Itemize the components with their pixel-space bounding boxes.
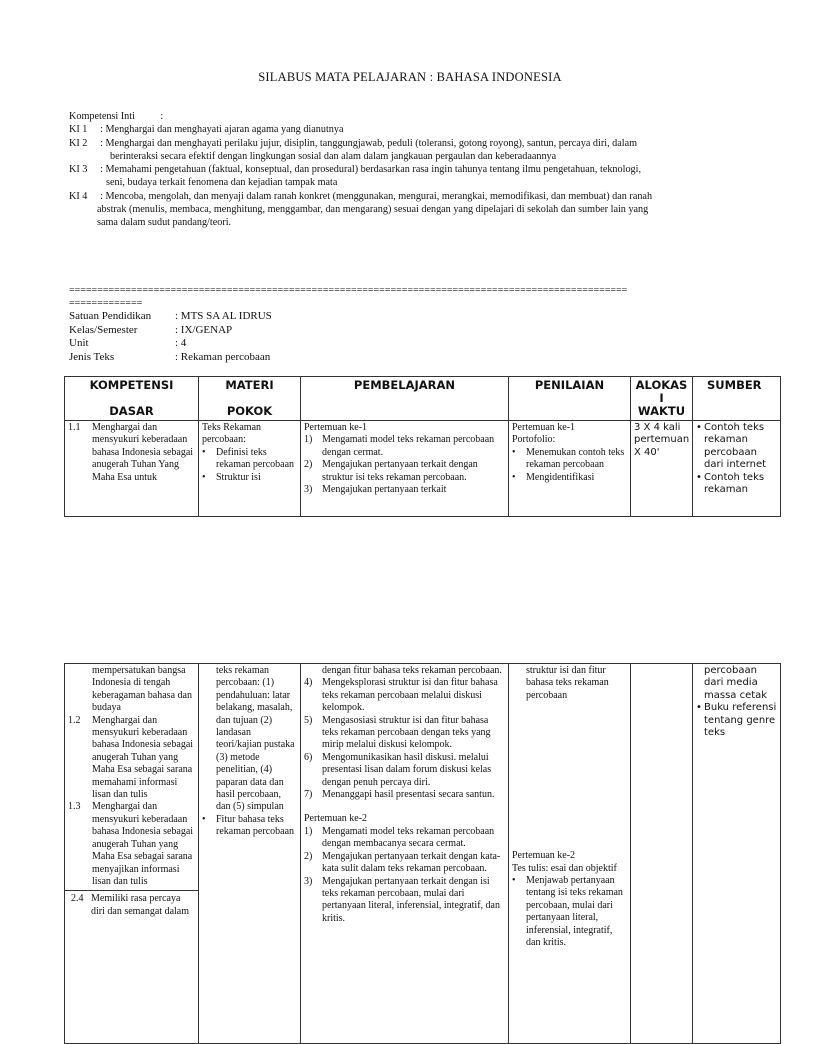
- kd-number: 1.3: [68, 801, 81, 813]
- penilaian-type: Portofolio:: [512, 434, 556, 446]
- header-sumber: SUMBER: [693, 377, 781, 421]
- materi-cell: teks rekaman percobaan: (1) pendahuluan: latar belakang, masalah, dan tujuan (2) landasan teori/kajian pustaka (3) metode penelitian, (4) paparan data dan hasil percobaan, dan (5) simpulan • Fitur bahasa teks rekaman percobaan: [199, 664, 301, 1044]
- kompetensi-inti-block: [69, 110, 699, 230]
- activity-item: Mengasosiasi struktur isi dan fitur bahasa teks rekaman percobaan dengan teks yang mirip melalui diskusi kelompok.: [322, 714, 491, 751]
- penilaian-bullet: Menemukan contoh teks rekaman percobaan: [526, 446, 625, 471]
- separator-line: ===================================================================================================: [69, 285, 628, 296]
- kd-number: 1.2: [68, 714, 81, 726]
- info-label: Jenis Teks: [69, 350, 115, 363]
- kd-number: 1.1: [68, 422, 81, 433]
- penilaian-type: Tes tulis: esai dan objektif: [512, 862, 617, 874]
- header-kompetensi-dasar: KOMPETENSI DASAR: [65, 377, 199, 421]
- activity-item: Mengomunikasikan hasil diskusi. melalui presentasi lisan dalam forum diskusi kelas dengan penuh percaya diri.: [322, 751, 492, 788]
- pertemuan-heading: Pertemuan ke-2: [512, 850, 576, 862]
- pembelajaran-cell: dengan fitur bahasa teks rekaman percobaan. 4) Mengeksplorasi struktur isi dan fitur bahasa teks rekaman percobaan melalui diskusi kelompok. 5) Mengasosiasi struktur isi dan fitur bahasa teks rekaman percobaan dengan teks yang mirip melalui diskusi kelompok. 6) Mengomunikasikan hasil diskusi. melalui presentasi lisan dalam forum diskusi kelas dengan penuh percaya diri. 7) Menanggapi hasil presentasi secara santun. Pertemuan ke-2 1) Mengamati model teks rekaman percobaan dengan membacanya secara cermat. 2) Mengajukan pertanyaan terkait dengan kata-kata sulit dalam teks rekaman percobaan. 3) Mengajukan pertanyaan terkait dengan isi teks rekaman percobaan, mulai dari pertanyaan literal, inferensial, integratif, dan kritis.: [301, 664, 509, 1044]
- ki-3: KI 3 : Memahami pengetahuan (faktual, konseptual, dan prosedural) berdasarkan rasa ingin tahunya tentang ilmu pengetahuan, teknologi,: [69, 164, 642, 176]
- kd-cell: [65, 421, 199, 517]
- kd-cell: [65, 664, 199, 1044]
- separator-line-2: =============: [69, 298, 143, 309]
- ki-heading: Kompetensi Inti :: [69, 111, 164, 122]
- sumber-cell: • Contoh teks rekaman percobaan dari internet • Contoh teks rekaman: [693, 421, 781, 517]
- alokasi-cell: [631, 664, 693, 1044]
- materi-bullet: Fitur bahasa teks rekaman percobaan: [216, 813, 295, 838]
- activity-cont: dengan fitur bahasa teks rekaman percobaan.: [322, 665, 502, 676]
- info-value: : MTS SA AL IDRUS: [175, 310, 272, 322]
- header-pembelajaran: PEMBELAJARAN: [301, 377, 509, 421]
- ki-1: KI 1 : Menghargai dan menghayati ajaran agama yang dianutnya: [69, 124, 344, 136]
- sumber-cont: percobaan dari media massa cetak: [704, 665, 768, 701]
- school-info: [69, 310, 272, 364]
- info-label: Kelas/Semester: [69, 323, 138, 336]
- sumber-item: Contoh teks rekaman percobaan dari internet: [704, 422, 767, 471]
- activity-item: Mengamati model teks rekaman percobaan dengan membacanya secara cermat.: [322, 825, 495, 850]
- pertemuan-heading: Pertemuan ke-2: [304, 813, 368, 825]
- ki-2: KI 2 : Menghargai dan menghayati perilaku jujur, disiplin, tanggungjawab, peduli (toleransi, gotong royong), santun, percaya diri, dalam: [69, 137, 638, 149]
- activity-item: Mengeksplorasi struktur isi dan fitur bahasa teks rekaman percobaan melalui diskusi kelompok.: [322, 677, 498, 714]
- penilaian-bullet: Mengidentifikasi: [526, 471, 595, 483]
- info-row: [69, 351, 272, 365]
- kd-number: 2.4: [71, 893, 84, 905]
- ki-2-cont: berinteraksi secara efektif dengan lingkungan sosial dan alam dalam jangkauan pergaulan dan keberadaannya: [110, 150, 557, 162]
- ki-3-cont: seni, budaya terkait fenomena dan kejadian tampak mata: [106, 177, 338, 189]
- penilaian-cell: struktur isi dan fitur bahasa teks rekaman percobaan Pertemuan ke-2 Tes tulis: esai dan objektif • Menjawab pertanyaan tentang isi teks rekaman percobaan, mulai dari pertanyaan literal, inferensial, integratif, dan kritis.: [509, 664, 631, 1044]
- activity-item: Mengajukan pertanyaan terkait dengan kata-kata sulit dalam teks rekaman percobaan.: [322, 850, 501, 875]
- info-label: Unit: [69, 337, 89, 349]
- activity-item: Mengajukan pertanyaan terkait: [322, 484, 447, 496]
- materi-bullet: Definisi teks rekaman percobaan: [216, 446, 295, 471]
- table-header-row: [65, 377, 781, 421]
- pertemuan-heading: Pertemuan ke-1: [304, 422, 368, 433]
- info-row: [69, 337, 272, 351]
- table-row: [65, 664, 781, 1044]
- pembelajaran-cell: Pertemuan ke-1 1) Mengamati model teks rekaman percobaan dengan cermat. 2) Mengajukan pertanyaan terkait dengan struktur isi teks rekaman percobaan. 3) Mengajukan pertanyaan terkait: [301, 421, 509, 517]
- activity-item: Mengamati model teks rekaman percobaan dengan cermat.: [322, 434, 495, 458]
- kd-text: mempersatukan bangsa Indonesia di tengah keberagaman bahasa dan budaya: [92, 665, 192, 714]
- info-value: : 4: [175, 337, 187, 349]
- penilaian-cont: struktur isi dan fitur bahasa teks rekaman percobaan: [526, 665, 609, 701]
- penilaian-bullet: Menjawab pertanyaan tentang isi teks rekaman percobaan, mulai dari pertanyaan literal, inferensial, integratif, dan kritis.: [526, 875, 623, 949]
- ki-4: KI 4 : Mencoba, mengolah, dan menyaji dalam ranah konkret (menggunakan, mengurai, merangkai, memodifikasi, dan membuat) dan ranah: [69, 190, 653, 202]
- page-title: SILABUS MATA PELAJARAN : BAHASA INDONESIA: [258, 70, 562, 84]
- materi-title: Teks Rekaman percobaan:: [202, 422, 262, 446]
- materi-cell: Teks Rekaman percobaan: • Definisi teks rekaman percobaan • Struktur isi: [199, 421, 301, 517]
- info-row: [69, 310, 272, 324]
- info-value: : Rekaman percobaan: [175, 350, 271, 363]
- pertemuan-heading: Pertemuan ke-1: [512, 422, 576, 433]
- table-row: [65, 421, 781, 517]
- materi-text: teks rekaman percobaan: (1) pendahuluan: latar belakang, masalah, dan tujuan (2) landasan teori/kajian pustaka (3) metode penelitian, (4) paparan data dan hasil percobaan, dan (5) simpulan: [216, 665, 295, 813]
- kd-text: Memiliki rasa percaya diri dan semangat dalam: [91, 893, 190, 917]
- info-label: Satuan Pendidikan: [69, 310, 152, 322]
- info-value: : IX/GENAP: [175, 323, 233, 336]
- materi-bullet: Struktur isi: [216, 471, 261, 483]
- ki-4-cont-2: sama dalam sudut pandang/teori.: [97, 217, 232, 229]
- header-alokasi-waktu: ALOKAS I WAKTU: [631, 377, 693, 421]
- activity-item: Mengajukan pertanyaan terkait dengan struktur isi teks rekaman percobaan.: [322, 459, 478, 483]
- syllabus-table-top: [64, 376, 781, 517]
- header-materi-pokok: MATERI POKOK: [199, 377, 301, 421]
- sumber-item: Buku referensi tentang genre teks: [704, 702, 777, 739]
- info-row: [69, 324, 272, 338]
- ki-4-cont: abstrak (menulis, membaca, menghitung, menggambar, dan mengarang) sesuai dengan yang dipelajari di sekolah dan sumber lain yang: [97, 204, 649, 216]
- activity-item: Mengajukan pertanyaan terkait dengan isi teks rekaman percobaan, mulai dari pertanyaan literal, inferensial, integratif, dan kritis.: [322, 875, 500, 924]
- header-penilaian: PENILAIAN: [509, 377, 631, 421]
- alokasi-cell: 3 X 4 kali pertemuan X 40': [631, 421, 693, 517]
- activity-item: Menanggapi hasil presentasi secara santun.: [322, 789, 495, 801]
- kd-text: Menghargai dan mensyukuri keberadaan bahasa Indonesia sebagai anugerah Tuhan yang Maha Esa sebagai sarana menyajikan informasi lisan dan tulis: [92, 801, 194, 887]
- syllabus-table-bottom: [64, 663, 781, 1044]
- sumber-cell: percobaan dari media massa cetak • Buku referensi tentang genre teks: [693, 664, 781, 1044]
- sumber-item: Contoh teks rekaman: [704, 471, 765, 496]
- penilaian-cell: Pertemuan ke-1 Portofolio: • Menemukan contoh teks rekaman percobaan • Mengidentifikasi: [509, 421, 631, 517]
- kd-text: Menghargai dan mensyukuri keberadaan bahasa Indonesia sebagai anugerah Tuhan yang Maha Esa sebagai sarana memahami informasi lisan dan tulis: [92, 714, 194, 801]
- kd-text: Menghargai dan mensyukuri keberadaan bahasa Indonesia sebagai anugerah Tuhan Yang Maha Esa untuk: [92, 422, 194, 483]
